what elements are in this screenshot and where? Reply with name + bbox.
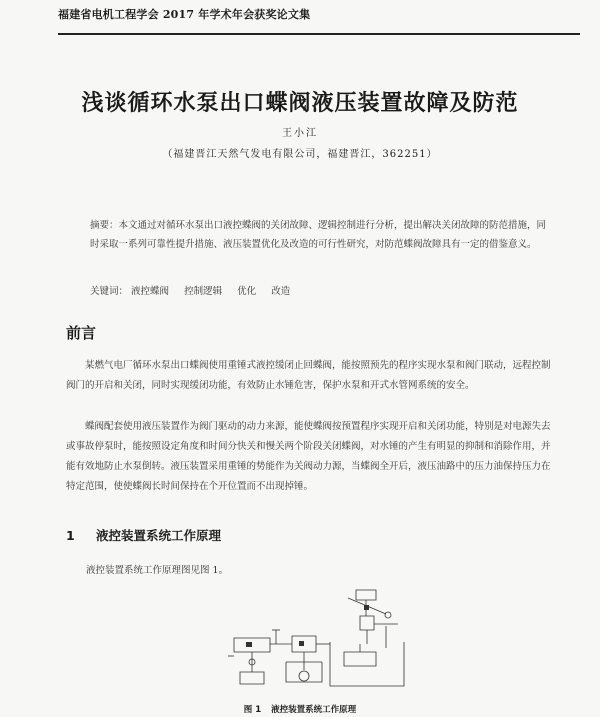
paper-title: 浅谈循环水泵出口蝶阀液压装置故障及防范 bbox=[81, 91, 519, 116]
section-number: 1 bbox=[66, 528, 75, 543]
figure-caption-text: 液控装置系统工作原理 bbox=[271, 705, 357, 715]
section-title: 液控装置系统工作原理 bbox=[96, 528, 222, 543]
figure-number: 图 1 bbox=[243, 705, 262, 715]
keyword: 液控蝶阀 bbox=[131, 286, 170, 297]
keywords-label: 关键词： bbox=[90, 286, 129, 297]
author-affiliation: （福建晋江天然气发电有限公司，福建晋江，362251） bbox=[162, 149, 438, 160]
keyword: 改造 bbox=[271, 286, 291, 297]
keyword: 控制逻辑 bbox=[184, 286, 223, 297]
keywords bbox=[90, 283, 552, 297]
header-rule bbox=[58, 33, 580, 35]
figure-caption bbox=[0, 703, 600, 715]
foreword-heading: 前言 bbox=[66, 324, 97, 342]
keyword: 优化 bbox=[237, 286, 257, 297]
foreword-paragraph-1: 某燃气电厂循环水泵出口蝶阀使用重锤式液控缓闭止回蝶阀，能按照预先的程序实现水泵和阀门联动，远程控制阀门的开启和关闭，同时实现缓闭功能，有效防止水锤危害，保护水泵和开式水管网系统的安全。 bbox=[66, 360, 551, 391]
hydraulic-schematic-figure bbox=[226, 586, 408, 694]
foreword-paragraph-2: 蝶阀配套使用液压装置作为阀门驱动的动力来源，能使蝶阀按预置程序实现开启和关闭功能，特别是对电源失去或事故停泵时，能按照设定角度和时间分快关和慢关两个阶段关闭蝶阀，对水锤的产生有明显的抑制和消除作用，并能有效地防止水泵倒转。液压装置采用重锤的势能作为关阀动力源，当蝶阀全开后，液压油路中的压力油保持压力在特定范围，使使蝶阀长时间保持在个开位置而不出现掉锤。 bbox=[66, 421, 551, 492]
running-header: 福建省电机工程学会 2017 年学术年会获奖论文集 bbox=[58, 8, 311, 21]
abstract: 摘要：本文通过对循环水泵出口液控蝶阀的关闭故障、逻辑控制进行分析，提出解决关闭故障的防范措施，同时采取一系列可靠性提升措施、液压装置优化及改造的可行性研究，对防范蝶阀故障具有一定的借鉴意义。 bbox=[90, 220, 547, 250]
section-text: 液控装置系统工作原理图见图 1。 bbox=[86, 565, 229, 576]
section-heading bbox=[66, 526, 221, 544]
author-name: 王小江 bbox=[282, 128, 318, 139]
